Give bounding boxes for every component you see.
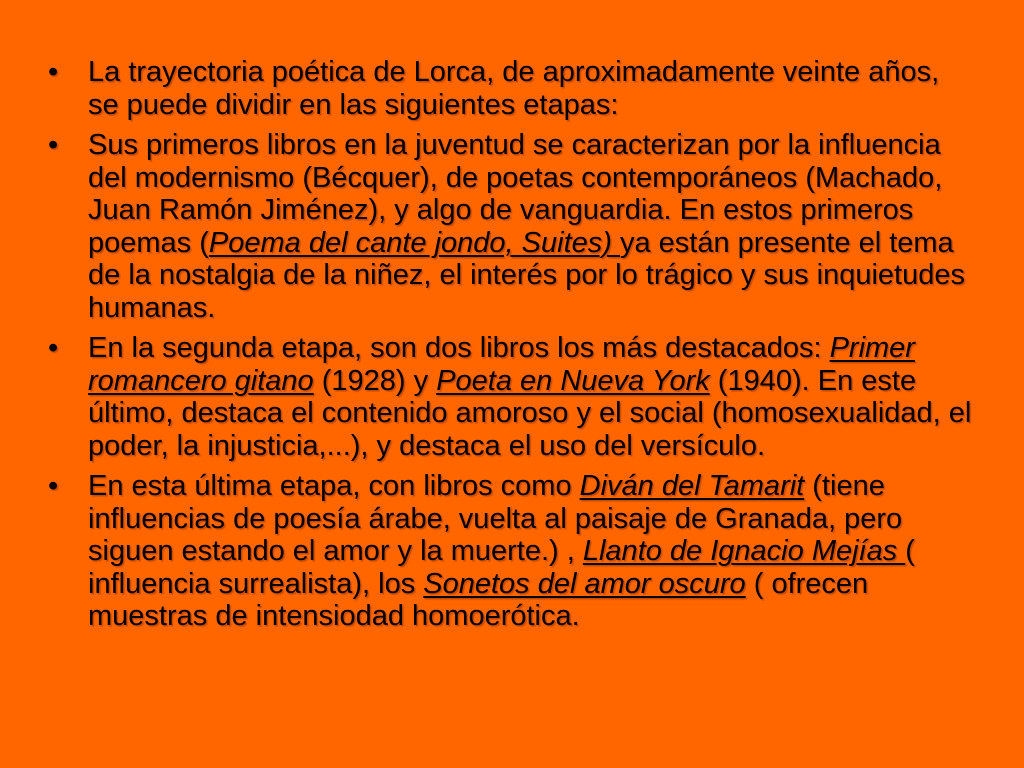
- book-title-link[interactable]: Poeta en Nueva York: [436, 364, 710, 397]
- bullet-text: (1928) y: [313, 364, 437, 397]
- bullet-dot-icon: •: [48, 56, 59, 88]
- book-title-link[interactable]: Sonetos del amor oscuro: [423, 567, 746, 600]
- bullet-text: (1940). En este último, destaca el contenido amoroso y el social (homosexualidad, el poder, la injusticia,...), y destaca el uso del versículo.: [88, 364, 972, 462]
- bullet-text: ( ofrecen muestras de intensiodad homoerótica.: [88, 567, 869, 632]
- bullet-text: ya están presente el tema de la nostalgia de la niñez, el interés por lo trágico y sus inquietudes humanas.: [88, 226, 965, 324]
- bullet-text: Sus primeros libros en la juventud se caracterizan por la influencia del modernismo (Bécquer), de poetas contemporáneos (Machado, Juan Ramón Jiménez), y algo de vanguardia. En estos primeros poemas (: [88, 129, 943, 259]
- bullet-item: [42, 332, 972, 462]
- bullet-text: ( influencia surrealista), los: [88, 535, 915, 600]
- book-title-link[interactable]: Poema del cante jondo, Suites): [208, 226, 620, 259]
- bullet-text: (tiene influencias de poesía árabe, vuelta al paisaje de Granada, pero siguen estando el amor y la muerte.) ,: [88, 470, 903, 567]
- bullet-text: La trayectoria poética de Lorca, de aproximadamente veinte años, se puede dividir en las siguientes etapas:: [88, 56, 940, 121]
- bullet-text: En la segunda etapa, son dos libros los más destacados:: [88, 332, 830, 364]
- bullet-item: [42, 470, 972, 633]
- bullet-text: En esta última etapa, con libros como: [88, 470, 580, 502]
- bullet-dot-icon: •: [48, 470, 59, 502]
- bullet-dot-icon: •: [48, 129, 59, 161]
- book-title-link[interactable]: Diván del Tamarit: [579, 470, 805, 502]
- bullet-dot-icon: •: [48, 332, 59, 364]
- book-title-link[interactable]: Llanto de Ignacio Mejías: [582, 535, 906, 567]
- bullet-item: [42, 129, 972, 324]
- bullet-item: [42, 56, 972, 121]
- bullet-list: [42, 56, 972, 641]
- book-title-link[interactable]: Primer romancero gitano: [88, 332, 915, 397]
